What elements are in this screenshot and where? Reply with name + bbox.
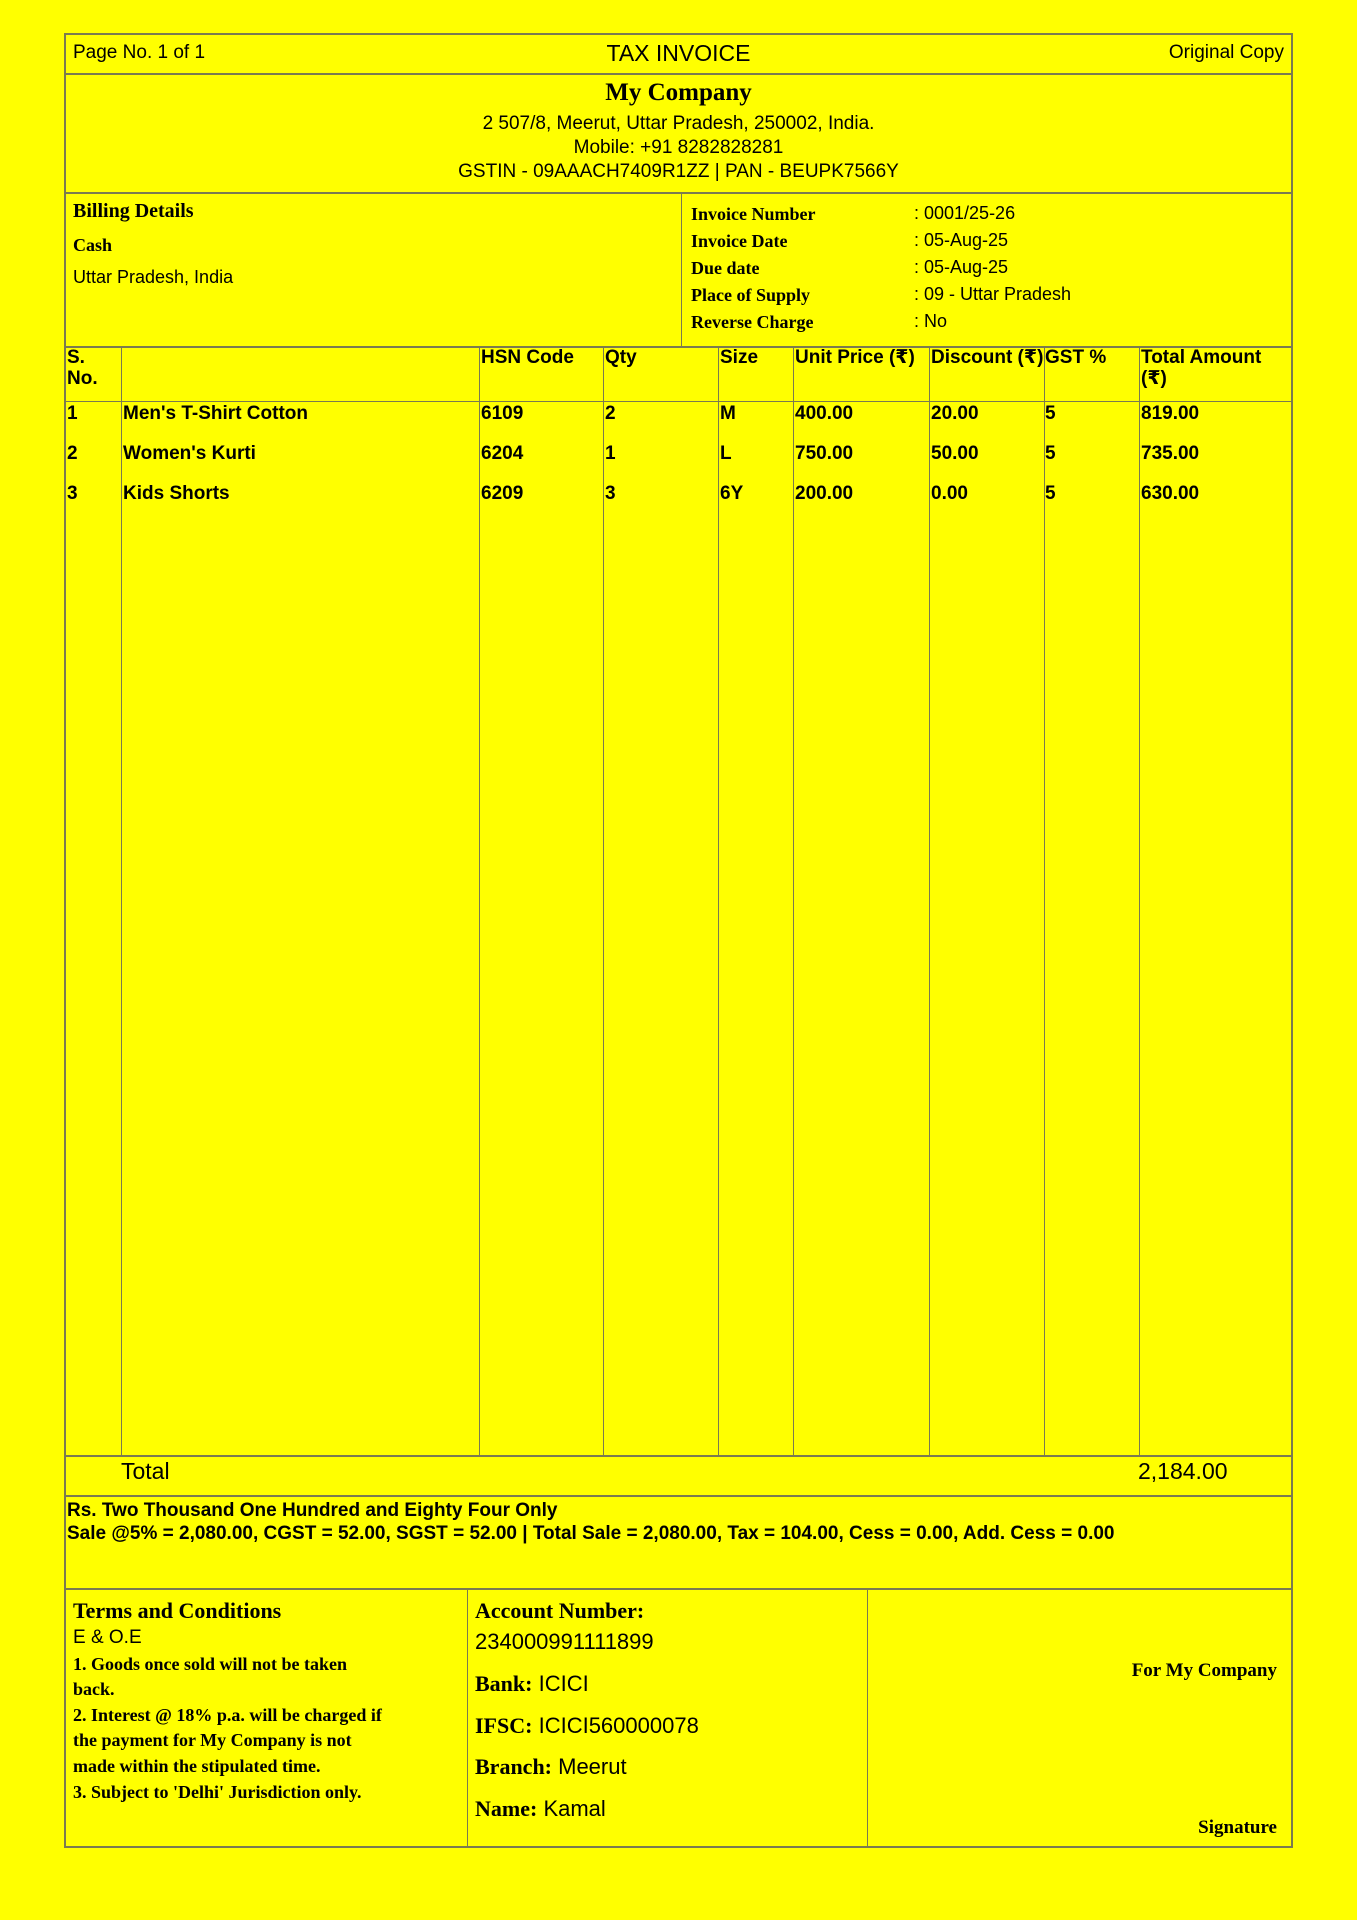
- cell-sno: 2: [67, 443, 78, 464]
- ifsc-value: ICICI560000078: [538, 1713, 699, 1738]
- col-divider-hsn: [603, 346, 604, 1455]
- meta-value: : 09 - Uttar Pradesh: [914, 284, 1072, 304]
- bank-label: Bank:: [475, 1671, 533, 1696]
- cell-size: M: [720, 403, 736, 424]
- billing-column-divider: [681, 192, 682, 346]
- invoice-sheet: [64, 33, 1293, 1848]
- total-label: Total: [121, 1458, 170, 1484]
- cell-qty: 1: [605, 443, 616, 464]
- col-divider-price: [929, 346, 930, 1455]
- cell-unit-price: 400.00: [795, 403, 854, 424]
- cell-total: 735.00: [1141, 443, 1200, 464]
- terms-line: 1. Goods once sold will not be taken: [73, 1654, 348, 1674]
- header-divider: [66, 73, 1291, 75]
- meta-label: Invoice Number: [691, 204, 816, 224]
- bank-value: ICICI: [538, 1671, 589, 1696]
- cell-hsn: 6109: [481, 403, 524, 424]
- column-header-discount: Discount (₹): [931, 347, 1044, 368]
- signature-label: Signature: [1198, 1817, 1277, 1838]
- name-line: [475, 1796, 606, 1822]
- company-divider: [66, 192, 1291, 194]
- cell-gst: 5: [1045, 443, 1056, 464]
- column-header-qty: Qty: [605, 347, 637, 368]
- billing-divider: [66, 346, 1291, 348]
- col-divider-qty: [718, 346, 719, 1455]
- cell-gst: 5: [1045, 403, 1056, 424]
- total-amount: 2,184.00: [1138, 1458, 1228, 1484]
- company-name: My Company: [605, 79, 752, 106]
- col-divider-discount: [1044, 346, 1045, 1455]
- bank-line: [475, 1671, 589, 1697]
- cell-sno: 1: [67, 403, 78, 424]
- meta-value: : 05-Aug-25: [914, 230, 1009, 250]
- company-tax-ids: GSTIN - 09AAACH7409R1ZZ | PAN - BEUPK7566Y: [458, 161, 899, 182]
- col-divider-size: [793, 346, 794, 1455]
- table-bottom-divider: [66, 1455, 1291, 1457]
- account-number-label: Account Number:: [475, 1598, 645, 1623]
- name-value: Kamal: [543, 1796, 606, 1821]
- column-header-size: Size: [720, 347, 759, 368]
- meta-value: : 0001/25-26: [914, 203, 1016, 223]
- column-header-unit-price: Unit Price (₹): [795, 347, 915, 368]
- cell-unit-price: 750.00: [795, 443, 854, 464]
- for-company-label: For My Company: [1131, 1660, 1277, 1681]
- branch-value: Meerut: [558, 1754, 627, 1779]
- billing-heading: Billing Details: [73, 200, 194, 222]
- column-header-sno-line1: S.: [67, 347, 85, 368]
- col-divider-name: [479, 346, 480, 1455]
- meta-value: : 05-Aug-25: [914, 257, 1009, 277]
- cell-total: 819.00: [1141, 403, 1200, 424]
- cell-size: 6Y: [720, 483, 744, 504]
- cell-discount: 50.00: [931, 443, 979, 464]
- cell-discount: 20.00: [931, 403, 979, 424]
- cell-size: L: [720, 443, 732, 464]
- column-header-sno: [67, 347, 98, 389]
- meta-label: Place of Supply: [691, 285, 811, 305]
- col-divider-gst: [1139, 346, 1140, 1455]
- page-number: Page No. 1 of 1: [73, 42, 206, 63]
- name-label: Name:: [475, 1796, 538, 1821]
- meta-label: Due date: [691, 258, 760, 278]
- ifsc-label: IFSC:: [475, 1713, 533, 1738]
- cell-hsn: 6209: [481, 483, 524, 504]
- copy-label: Original Copy: [1168, 42, 1284, 63]
- summary-divider: [66, 1588, 1291, 1590]
- company-mobile: Mobile: +91 8282828281: [573, 137, 784, 158]
- table-header-divider: [66, 401, 1291, 402]
- footer-divider-1: [467, 1588, 468, 1848]
- branch-label: Branch:: [475, 1754, 552, 1779]
- col-divider-sno: [121, 346, 122, 1455]
- cell-gst: 5: [1045, 483, 1056, 504]
- terms-heading: Terms and Conditions: [73, 1598, 282, 1623]
- column-header-sno-line2: No.: [67, 368, 98, 389]
- cell-discount: 0.00: [931, 483, 968, 504]
- cell-sno: 3: [67, 483, 78, 504]
- meta-label: Reverse Charge: [691, 312, 814, 332]
- column-header-hsn: HSN Code: [481, 347, 574, 368]
- cell-item-name: Men's T-Shirt Cotton: [123, 403, 308, 424]
- cell-qty: 3: [605, 483, 616, 504]
- cell-hsn: 6204: [481, 443, 524, 464]
- terms-line: the payment for My Company is not: [73, 1730, 352, 1750]
- document-title: TAX INVOICE: [606, 40, 751, 66]
- terms-line: back.: [73, 1679, 115, 1699]
- cell-item-name: Women's Kurti: [123, 443, 256, 464]
- column-header-gst: GST %: [1045, 347, 1107, 368]
- footer-divider-2: [867, 1588, 868, 1848]
- cell-qty: 2: [605, 403, 616, 424]
- account-number-value: 234000991111899: [475, 1629, 654, 1654]
- cell-item-name: Kids Shorts: [123, 483, 230, 504]
- terms-eoe: E & O.E: [73, 1627, 142, 1648]
- tax-summary: Sale @5% = 2,080.00, CGST = 52.00, SGST = 52.00 | Total Sale = 2,080.00, Tax = 104.00, Cess = 0.00, Add. Cess = 0.00: [67, 1523, 1115, 1544]
- cell-total: 630.00: [1141, 483, 1200, 504]
- meta-value: : No: [914, 311, 948, 331]
- terms-line: 2. Interest @ 18% p.a. will be charged if: [73, 1705, 382, 1725]
- column-header-total-amount: Total Amount (₹): [1141, 347, 1262, 389]
- billing-customer: Cash: [73, 235, 113, 255]
- ifsc-line: [475, 1713, 699, 1739]
- total-divider: [66, 1495, 1291, 1497]
- branch-line: [475, 1754, 627, 1780]
- amount-in-words: Rs. Two Thousand One Hundred and Eighty Four Only: [67, 1500, 558, 1521]
- terms-line: 3. Subject to 'Delhi' Jurisdiction only.: [73, 1782, 362, 1802]
- billing-location: Uttar Pradesh, India: [73, 267, 234, 287]
- company-address: 2 507/8, Meerut, Uttar Pradesh, 250002, India.: [482, 113, 875, 134]
- meta-label: Invoice Date: [691, 231, 788, 251]
- terms-line: made within the stipulated time.: [73, 1756, 321, 1776]
- cell-unit-price: 200.00: [795, 483, 854, 504]
